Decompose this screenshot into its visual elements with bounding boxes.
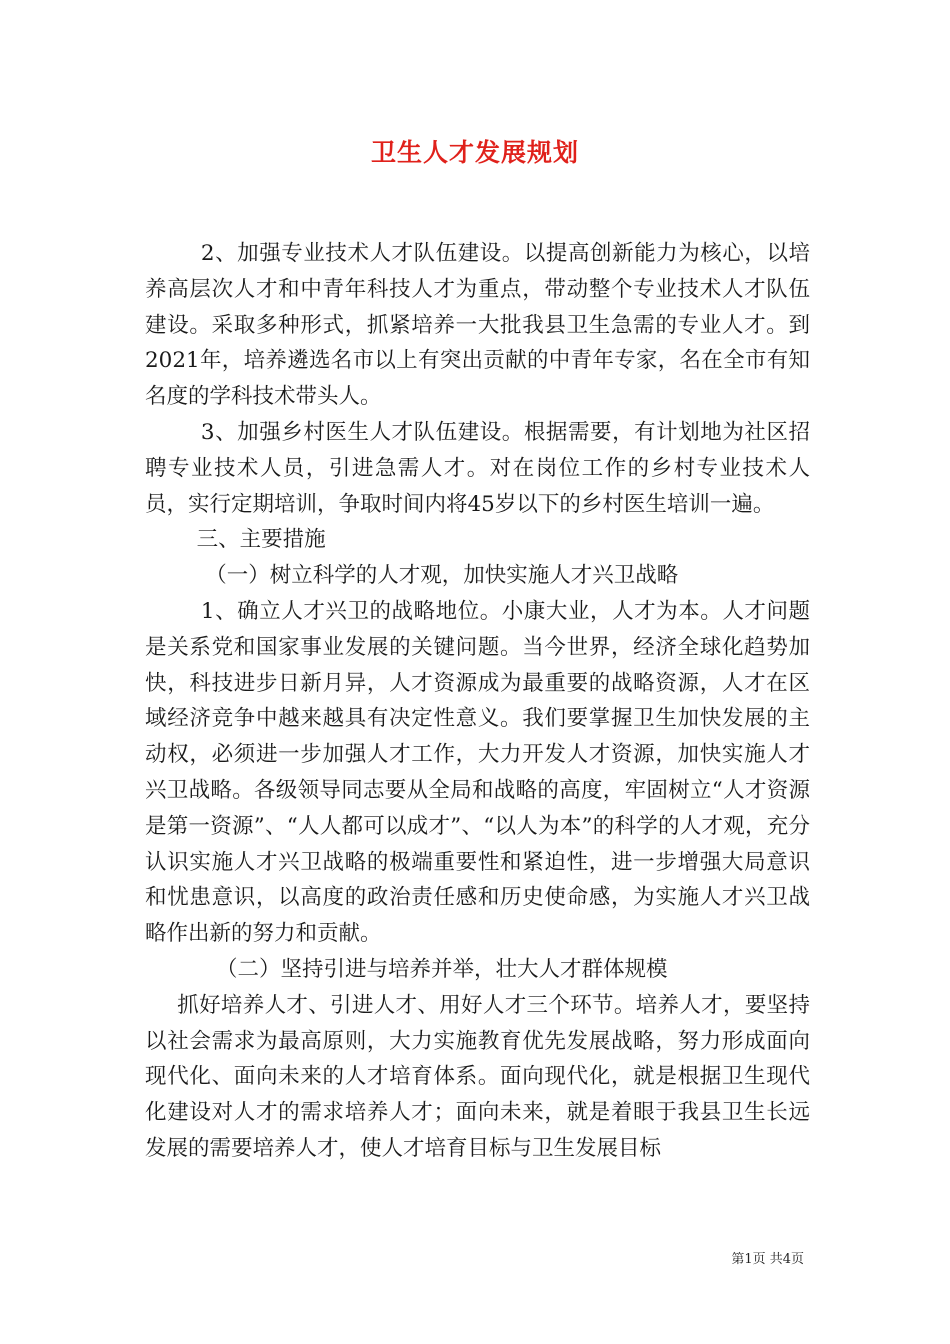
document-body [145,236,810,1167]
section-heading-main-measures: 三、主要措施 [196,527,326,553]
paragraph-strategy-position: 1、确立人才兴卫的战略地位。小康大业，人才为本。人才问题是关系党和国家事业发展的关键问题。当今世界，经济全球化趋势加快，科技进步日新月异，人才资源成为最重要的战略资源，人才在区域经济竞争中越来越具有决定性意义。我们要掌握卫生加快发展的主动权，必须进一步加强人才工作，大力开发人才资源，加快实施人才兴卫战略。各级领导同志要从全局和战略的高度，牢固树立“人才资源是第一资源”、“人人都可以成才”、“以人为本”的科学的人才观，充分认识实施人才兴卫战略的极端重要性和紧迫性，进一步增强大局意识和忧患意识，以高度的政治责任感和历史使命感，为实施人才兴卫战略作出新的努力和贡献。 [145,598,810,947]
subsection-heading-2: （二）坚持引进与培养并举，壮大人才群体规模 [215,956,668,982]
page-number: 第1页 共4页 [731,1252,804,1267]
paragraph-three-links: 抓好培养人才、引进人才、用好人才三个环节。培养人才，要坚持以社会需求为最高原则，大力实施教育优先发展战略，努力形成面向现代化、面向未来的人才培育体系。面向现代化，就是根据卫生现代化建设对人才的需求培养人才；面向未来，就是着眼于我县卫生长远发展的需要培养人才，使人才培育目标与卫生发展目标 [145,992,810,1161]
subsection-heading-1: （一）树立科学的人才观，加快实施人才兴卫战略 [205,563,679,589]
page-title: 卫生人才发展规划 [370,138,579,167]
paragraph-professional-talent: 2、加强专业技术人才队伍建设。以提高创新能力为核心，以培养高层次人才和中青年科技人才为重点，带动整个专业技术人才队伍建设。采取多种形式，抓紧培养一大批我县卫生急需的专业人才。到2021年，培养遴选名市以上有突出贡献的中青年专家，名在全市有知名度的学科技术带头人。 [145,241,810,410]
paragraph-rural-doctors: 3、加强乡村医生人才队伍建设。根据需要，有计划地为社区招聘专业技术人员，引进急需人才。对在岗位工作的乡村专业技术人员，实行定期培训，争取时间内将45岁以下的乡村医生培训一遍。 [145,419,810,517]
